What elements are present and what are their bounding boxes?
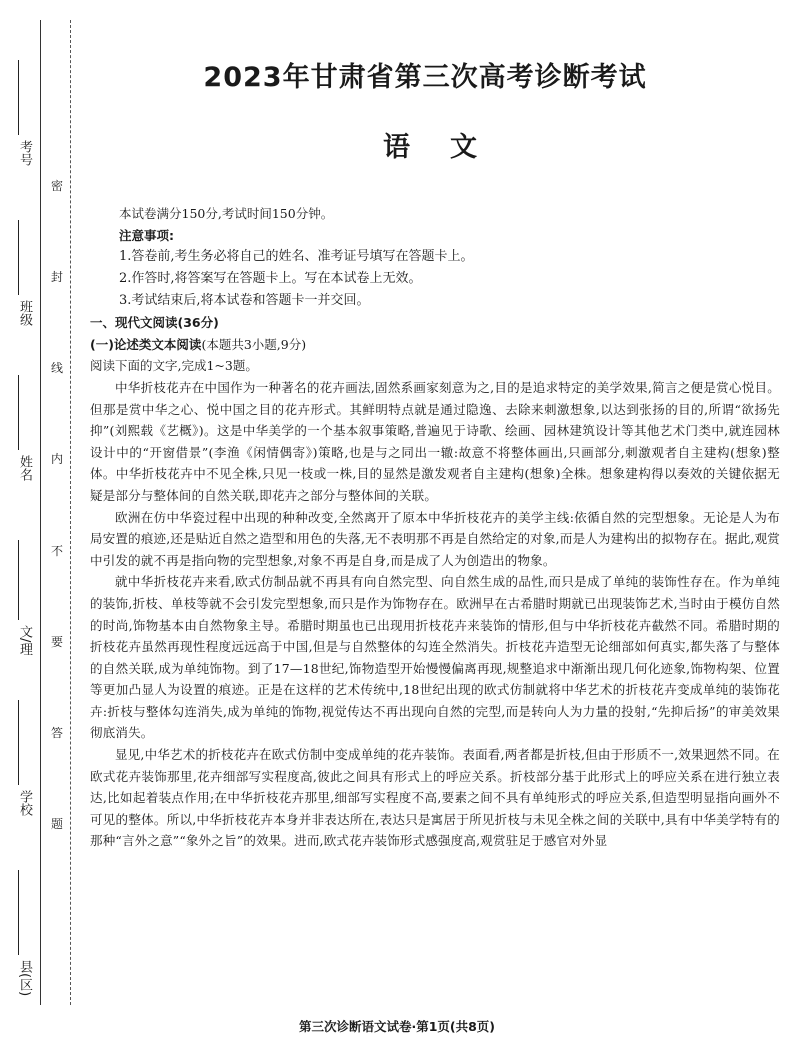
passage-paragraph: 中华折枝花卉在中国作为一种著名的花卉画法,固然系画家刻意为之,目的是追求特定的美学效果,简言之便是赏心悦目。但那是赏中华之心、悦中国之目的花卉形式。其鲜明特点就是通过隐逸、去除来刺激想象,以达到张扬的目的,所谓“欲扬先抑”(刘熙载《艺概》)。这是中华美学的一个基本叙事策略,普遍见于诗歌、绘画、园林建筑设计等其他艺术门类中,就连园林设计中的“开窗借景”(李渔《闲情偶寄》)策略,也是与之同出一辙:故意不将整体画出,只画部分,刺激观者自主建构(想象)整体。中华折枝花卉中不见全株,只见一枝或一株,目的显然是激发观者自主建构(想象)全株。想象建构得以奏效的关键依据无疑是部分与整体间的自然关联,即花卉之部分与整体间的关联。 [90,379,780,503]
seal-dashed-line [70,20,71,1005]
notice-intro: 本试卷满分150分,考试时间150分钟。 [119,206,334,221]
label-name: 姓名 [17,455,32,481]
field-line-science-arts [18,540,20,620]
label-school: 学校 [17,790,32,816]
notice-item: 2.作答时,将答案写在答题卡上。写在本试卷上无效。 [119,271,422,287]
seal-char: 不 [50,543,63,558]
seal-char: 题 [50,816,63,831]
label-class: 班级 [17,300,32,326]
seal-char: 要 [50,634,63,649]
reading-instruction: 阅读下面的文字,完成1~3题。 [90,358,258,374]
binding-margin [0,0,82,1047]
field-line-exam-number [18,60,20,135]
subsection-title [90,334,780,356]
notice-item: 1.答卷前,考生务必将自己的姓名、准考证号填写在答题卡上。 [119,249,474,265]
passage-paragraph: 欧洲在仿中华瓷过程中出现的种种改变,全然离开了原本中华折枝花卉的美学主线:依循自然的完型想象。无论是人为布局安置的痕迹,还是贴近自然之造型和用色的失落,无不表明那不再是自然给定的对象,而是人为建构出的拟物存在。据此,观赏中引发的就不再是指向物的完型想象,对象不再是自身,而是成了人为创造出的物象。 [90,509,780,568]
label-county: 县(区) [17,960,32,997]
subsection-name: (一)论述类文本阅读 [90,336,202,352]
notice-block [90,203,780,312]
label-science-arts: 文/理 [17,625,32,656]
seal-char: 内 [50,452,63,467]
field-line-school [18,700,20,785]
field-line-name [18,375,20,450]
seal-char: 密 [50,179,63,193]
seal-char: 答 [50,725,63,740]
subsection-detail: (本题共3小题,9分) [201,336,307,352]
exam-body [90,203,780,852]
notice-item: 3.考试结束后,将本试卷和答题卡一并交回。 [119,293,370,309]
margin-border-line [40,20,41,1005]
notice-heading: 注意事项: [119,227,174,243]
passage-paragraph: 就中华折枝花卉来看,欧式仿制品就不再具有向自然完型、向自然生成的品性,而只是成了单纯的装饰性存在。作为单纯的装饰,折枝、单枝等就不会引发完型想象,而只是作为饰物存在。欧洲早在古希腊时期就已出现装饰艺术,当时由于模仿自然的时尚,饰物基本由自然物象主导。希腊时期虽也已出现用折枝花卉来装饰的情形,但与中华折枝花卉截然不同。希腊时期的折枝花卉虽然再现性程度远远高于中国,但是与自然整体的勾连全然消失。折枝花卉造型无论细部如何真实,都失落了与整体的自然关联,成为单纯饰物。到了17—18世纪,饰物造型开始慢慢偏离再现,规整追求中渐渐出现几何化迹象,饰物构架、位置等更加凸显人为设置的痕迹。正是在这样的艺术传统中,18世纪出现的欧式仿制就将中华艺术的折枝花卉变成单纯的装饰花卉:折枝与整体勾连消失,成为单纯的饰物,视觉传达不再出现向自然的完型,而是转向人为力量的投射,“先抑后扬”的审美效果彻底消失。 [90,574,780,741]
field-line-county [18,870,20,955]
seal-notice [48,180,66,830]
label-exam-number: 考号 [17,140,32,166]
seal-char: 线 [50,361,63,376]
page-footer: 第三次诊断语文试卷·第1页(共8页) [298,1019,496,1034]
field-line-class [18,220,20,295]
section-title: 一、现代文阅读(36分) [90,315,219,331]
subject-title: 语文 [383,132,517,163]
exam-title: 2023年甘肃省第三次高考诊断考试 [203,62,647,93]
passage-paragraph: 显见,中华艺术的折枝花卉在欧式仿制中变成单纯的花卉装饰。表面看,两者都是折枝,但由于形质不一,效果迥然不同。在欧式花卉装饰那里,花卉细部写实程度高,彼此之间具有形式上的呼应关系。折枝部分基于此形式上的呼应关系在进行独立表达,比如起着装点作用;在中华折枝花卉那里,细部写实程度不高,要素之间不具有单纯形式的呼应关系,但造型明显指向画外不可见的整体。所以,中华折枝花卉本身并非表达所在,表达只是寓居于所见折枝与未见全株之间的关联中,具有中华美学特有的那种“言外之意”“象外之旨”的效果。进而,欧式花卉装饰形式感强度高,观赏驻足于感官对外显 [90,747,780,849]
seal-char: 封 [50,270,63,285]
